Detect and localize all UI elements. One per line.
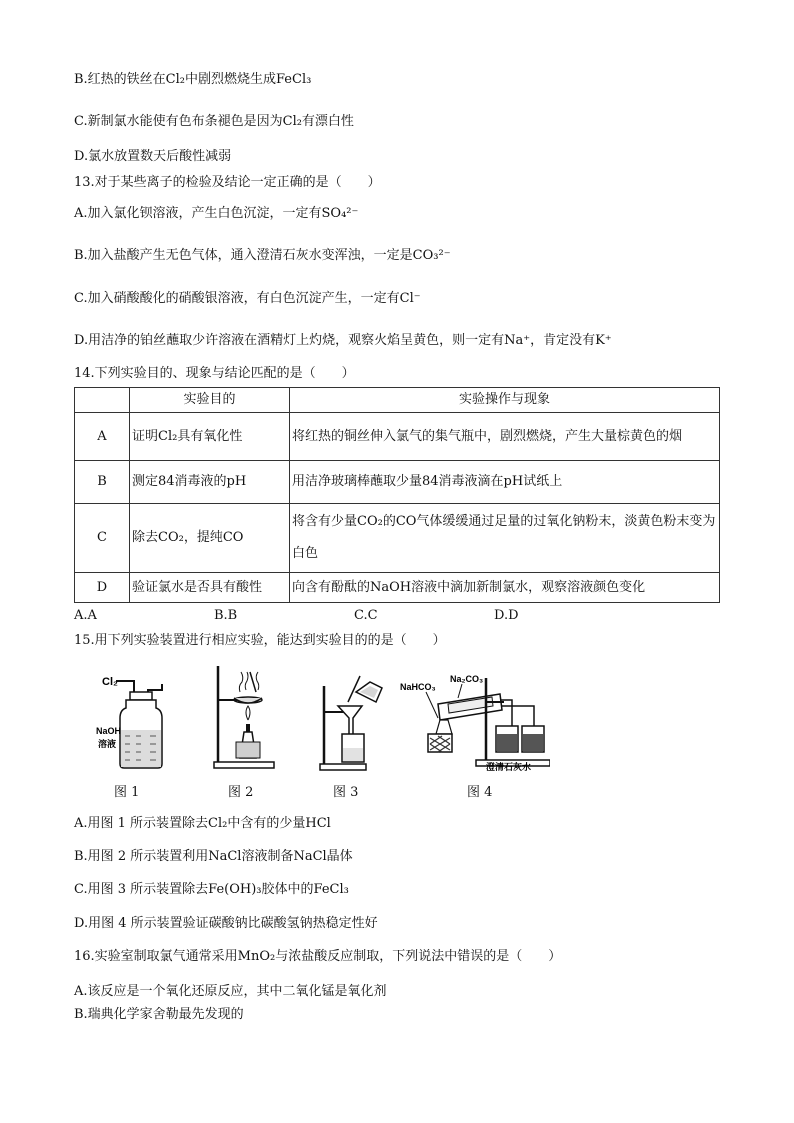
q16-option-a: A.该反应是一个氧化还原反应，其中二氧化锰是氧化剂 — [74, 984, 387, 999]
caption-figure-2: 图 2 — [228, 785, 254, 800]
row-label: B — [75, 461, 130, 504]
q13-option-d: D.用洁净的铂丝蘸取少许溶液在酒精灯上灼烧，观察火焰呈黄色，则一定有Na⁺，肯定没有K⁺ — [74, 333, 612, 348]
q14-option-d: D.D — [494, 608, 519, 623]
figure-3-filtration — [318, 672, 386, 772]
table-row — [75, 504, 720, 573]
table-row — [75, 413, 720, 461]
q12-option-b: B.红热的铁丝在Cl₂中剧烈燃烧生成FeCl₃ — [74, 72, 312, 87]
row-label: C — [75, 504, 130, 573]
q12-option-d: D.氯水放置数天后酸性减弱 — [74, 149, 232, 164]
row-operation: 向含有酚酞的NaOH溶液中滴加新制氯水，观察溶液颜色变化 — [290, 573, 720, 603]
q14-option-a: A.A — [74, 608, 97, 623]
row-purpose: 证明Cl₂具有氧化性 — [130, 413, 290, 461]
q13-option-b: B.加入盐酸产生无色气体，通入澄清石灰水变浑浊，一定是CO₃²⁻ — [74, 248, 451, 263]
q13-stem: 13.对于某些离子的检验及结论一定正确的是（ ） — [74, 175, 381, 190]
figure-1-wash-bottle — [96, 668, 176, 772]
q15-option-a: A.用图 1 所示装置除去Cl₂中含有的少量HCl — [74, 816, 331, 831]
q14-option-b: B.B — [214, 608, 238, 623]
q16-stem: 16.实验室制取氯气通常采用MnO₂与浓盐酸反应制取，下列说法中错误的是（ ） — [74, 949, 562, 964]
q15-stem: 15.用下列实验装置进行相应实验，能达到实验目的的是（ ） — [74, 633, 446, 648]
row-purpose: 测定84消毒液的pH — [130, 461, 290, 504]
row-label: D — [75, 573, 130, 603]
label-na2co3: Na₂CO₃ — [450, 674, 484, 684]
q14-options — [74, 607, 519, 625]
figure-4-thermal-stability — [400, 670, 550, 774]
table-header-row — [75, 388, 720, 413]
label-naoh: NaOH — [96, 726, 122, 736]
row-operation: 将含有少量CO₂的CO气体缓缓通过足量的过氧化钠粉末，淡黄色粉末变为白色 — [290, 504, 720, 573]
table-header-cell — [75, 388, 130, 413]
row-label: A — [75, 413, 130, 461]
label-nahco3: NaHCO₃ — [400, 682, 436, 692]
row-operation: 用洁净玻璃棒蘸取少量84消毒液滴在pH试纸上 — [290, 461, 720, 504]
q14-stem: 14.下列实验目的、现象与结论匹配的是（ ） — [74, 366, 355, 381]
figure-2-evaporation — [194, 662, 278, 774]
q14-option-c: C.C — [354, 608, 378, 623]
q16-option-b: B.瑞典化学家舍勒最先发现的 — [74, 1007, 244, 1022]
label-cl2: Cl₂ — [102, 676, 118, 688]
label-solution: 溶液 — [98, 739, 117, 749]
caption-figure-3: 图 3 — [333, 785, 359, 800]
table-row — [75, 573, 720, 603]
row-operation: 将红热的铜丝伸入氯气的集气瓶中，剧烈燃烧，产生大量棕黄色的烟 — [290, 413, 720, 461]
q13-option-a: A.加入氯化钡溶液，产生白色沉淀，一定有SO₄²⁻ — [74, 206, 359, 221]
q15-option-d: D.用图 4 所示装置验证碳酸钠比碳酸氢钠热稳定性好 — [74, 916, 378, 931]
q12-option-c: C.新制氯水能使有色布条褪色是因为Cl₂有漂白性 — [74, 114, 354, 129]
q14-table — [74, 387, 720, 603]
label-limewater: 澄清石灰水 — [486, 762, 532, 772]
table-row — [75, 461, 720, 504]
q15-option-c: C.用图 3 所示装置除去Fe(OH)₃胶体中的FeCl₃ — [74, 882, 349, 897]
caption-figure-1: 图 1 — [114, 785, 140, 800]
q13-option-c: C.加入硝酸酸化的硝酸银溶液，有白色沉淀产生，一定有Cl⁻ — [74, 291, 421, 306]
table-header-cell: 实验操作与现象 — [290, 388, 720, 413]
row-purpose: 除去CO₂，提纯CO — [130, 504, 290, 573]
q15-option-b: B.用图 2 所示装置利用NaCl溶液制备NaCl晶体 — [74, 849, 353, 864]
caption-figure-4: 图 4 — [467, 785, 493, 800]
row-purpose: 验证氯水是否具有酸性 — [130, 573, 290, 603]
table-header-cell: 实验目的 — [130, 388, 290, 413]
